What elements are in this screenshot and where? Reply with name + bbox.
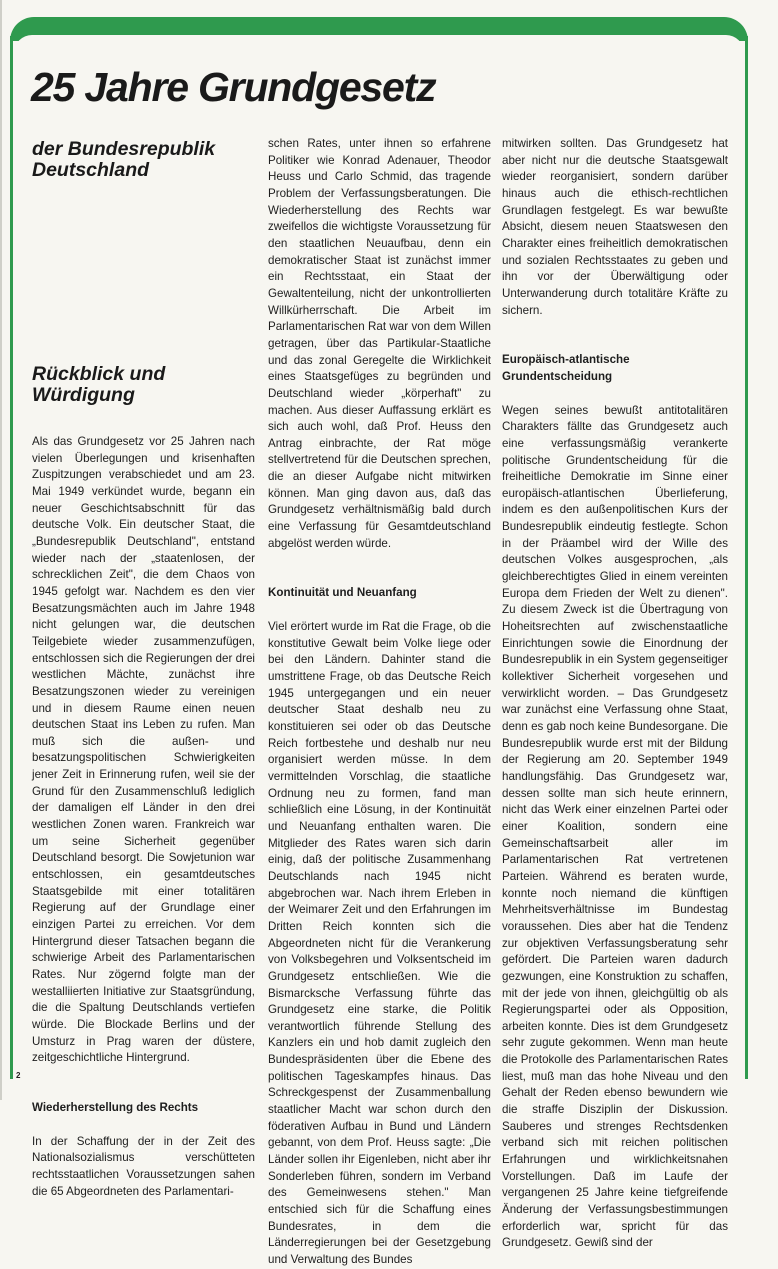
page-title: 25 Jahre Grundgesetz — [31, 64, 436, 110]
green-frame-left-rule — [10, 36, 13, 1079]
column3-paragraph-1: mitwirken sollten. Das Grundgesetz hat aber nicht nur die deutsche Staatsgewalt wieder reorganisiert, sondern darüber hinaus auch die ethisch-rechtlichen Grundlagen festgelegt. Es war bewußte Absicht, diesem neuen Staatswesen den Charakter eines freiheitlich demokratischen und sozialen Rechtsstaates zu geben und ihn vor der Überwältigung oder Unterwanderung durch totalitäre Kräfte zu sichern. — [502, 137, 728, 317]
column2-paragraph-1: schen Rates, unter ihnen so erfahrene Politiker wie Konrad Adenauer, Theodor Heuss und Carlo Schmid, das tragende Problem der Verfassungsberatungen. Die Wiederherstellung des Rechts war zweifellos die wichtigste Voraussetzung für den staatlichen Neuaufbau, denn ein demokratischer Staat ist zunächst immer ein Rechtsstaat, ein Staat der Gewaltenteilung, nicht der unkontrollierten Willkürherrschaft. Die Arbeit im Parlamentarischen Rat war von dem Willen getragen, über das Partikular-Staatliche und das zonal Geregelte die Wirklichkeit eines Staatsgefüges zu begründen und Deutschland wieder „körperhaft" zu machen. Aus dieser Auffassung erklärt es sich auch wohl, daß Prof. Heuss den Antrag einbrachte, der Rat möge stellvertretend für die Deutschen sprechen, die an dieser Aufgabe nicht mitwirken können. Man ging davon aus, daß das Grundgesetz verhältnismäßig bald durch eine Verfassung für Gesamtdeutschland abgelöst werden würde. — [268, 137, 491, 550]
column1-paragraph-1: Als das Grundgesetz vor 25 Jahren nach vielen Überlegungen und krisenhaften Zuspitzungen verabschiedet und am 23. Mai 1949 verkündet wurde, begann ein neuer Geschichtsabschnitt für das deutsche Volk. Ein deutscher Staat, die „Bundesrepublik Deutschland", entstand wieder nach der „staatenlosen, der schrecklichen Zeit", die dem Chaos von 1945 gefolgt war. Nachdem es den vier Besatzungsmächten auch im Jahre 1948 nicht gelungen war, die deutschen Teilgebiete wieder zusammenzufügen, entschlossen sich die Regierungen der drei westlichen Mächte, zunächst ihre Besatzungszonen wieder zu vereinigen und in diesem Raume einen neuen deutschen Staat ins Leben zu rufen. Man muß sich die außen- und besatzungspolitischen Schwierigkeiten jener Zeit in Erinnerung rufen, weil sie der Grund für den Zusammenschluß lediglich der damaligen elf Länder in den drei westlichen Zonen waren. Frankreich war um seine Sicherheit gegenüber Deutschland besorgt. Die Sowjetunion war entschlossen, ein gesamtdeutsches Staatsgebilde mit einer totalitären Regierung auf der Grundlage einer einzigen Partei zu erreichen. Vor dem Hintergrund dieser Tatsachen begann die schwierige Arbeit des Parlamentarischen Rates. Nur zögernd folgte man der westalliierten Initiative zur Staatsgründung, die die Spaltung Deutschlands vertiefen würde. Die Blockade Berlins und der Umsturz in Prag waren der düstere, zeitgeschichtliche Hintergrund. — [32, 435, 255, 1065]
heading-kontinuitaet: Kontinuität und Neuanfang — [268, 586, 417, 600]
article-column-1 — [32, 434, 255, 1200]
heading-wiederherstellung: Wiederherstellung des Rechts — [32, 1100, 199, 1114]
article-column-3 — [502, 136, 728, 1252]
page-number: 2 — [16, 1071, 21, 1080]
column3-paragraph-2: Wegen seines bewußt antitotalitären Charakters fällte das Grundgesetz auch eine verfassungsmäßig verankerte politische Grundentscheidung für die freiheitliche Demokratie im Sinne einer europäisch-atlantischen Überlieferung, indem es den außenpolitischen Kurs der Bundesrepublik eindeutig festlegte. Schon in der Präambel wird der Wille des deutschen Volkes ausgesprochen, „als gleichberechtigtes Glied in einem vereinten Europa dem Frieden der Welt zu dienen". Zu diesem Zweck ist die Übertragung von Hoheitsrechten auf zwischenstaatliche Einrichtungen sowie die Einordnung der Bundesrepublik in ein System gegenseitiger kollektiver Sicherheit vorgesehen und verwirklicht worden. – Das Grundgesetz war zunächst eine Verfassung ohne Staat, denn es gab noch keine Bundesorgane. Die Bundesrepublik wurde erst mit der Bildung der Regierung am 20. September 1949 handlungsfähig. Das Grundgesetz war, dessen sollte man sich heute erinnern, nicht das Werk einer einzelnen Partei oder einer Koalition, sondern eine Gemeinschaftsarbeit aller im Parlamentarischen Rat vertretenen Parteien. Während es beraten wurde, konnte noch niemand die künftigen Mehrheitsverhältnisse im Bundestag voraussehen. Dies aber hat die Tendenz zur objektiven Verfassungsberatung sehr gefördert. Die Parteien waren dadurch gezwungen, eine Konstruktion zu schaffen, mit der jede von ihnen, gleichgültig ob als Regierungspartei oder als Opposition, arbeiten konnte. Dies ist dem Grundgesetz sehr zugute gekommen. Wenn man heute die Protokolle des Parlamentarischen Rates liest, muß man das hohe Niveau und den Gehalt der Reden ebenso bewundern wie die straffe Disziplin der Diskussion. Sauberes und strenges Rechtsdenken verband sich mit reichen politischen Erfahrungen und wirklichkeitsnahen Vorstellungen. Daß im Laufe der vergangenen 25 Jahre keine tiefgreifende Änderung der Verfassungsbestimmungen erforderlich war, spricht für das Grundgesetz. Gewiß sind der — [502, 403, 728, 1250]
section-title — [32, 364, 212, 406]
article-column-2 — [268, 136, 491, 1269]
column1-paragraph-2: In der Schaffung der in der Zeit des Nationalsozialismus verschütteten rechtsstaatlichen Voraussetzungen sahen die 65 Abgeordneten des Parlamentari- — [32, 1134, 255, 1198]
page-subtitle — [32, 139, 252, 181]
heading-europaeisch-atlantisch: Europäisch-atlantische Grundentscheidung — [502, 353, 630, 383]
column2-paragraph-2: Viel erörtert wurde im Rat die Frage, ob die konstitutive Gewalt beim Volke liege oder bei den Ländern. Dahinter stand die umstrittene Frage, ob das Deutsche Reich 1945 untergegangen und ein neuer deutscher Staat deshalb neu zu konstituieren sei oder ob das Deutsche Reich fortbestehe und deshalb nur neu organisiert werden müsse. In dem vermittelnden Vorschlag, die staatliche Ordnung neu zu formen, fand man schließlich eine Lösung, in der Kontinuität und Neuanfang enthalten waren. Die Mitglieder des Rates waren sich darin einig, daß der politische Zusammenhang Deutschlands nach 1945 nicht abgebrochen war. Nach ihrem Erleben in der Weimarer Zeit und den Erfahrungen im Dritten Reich konnten sich die Abgeordneten nicht für die Verankerung von Volksbegehren und Volksentscheid im Grundgesetz entschließen. Wie die Bismarcksche Verfassung führte das Grundgesetz eine starke, die Politik verantwortlich führende Stellung des Kanzlers ein und hob damit zugleich den Bundespräsidenten über die Ebene des politischen Tageskampfes hinaus. Das Schreckgespenst der Zusammenballung staatlicher Macht war schon durch den föderativen Aufbau in Bund und Ländern gebannt, von dem Prof. Heuss sagte: „Die Länder sollen ihr Eigenleben, nicht aber ihr Sonderleben führen, sondern im Verband des Gemeinwesens stehen." Man entschied sich für die Schaffung eines Bundesrates, in dem die Länderregierungen bei der Gesetzgebung und Verwaltung des Bundes — [268, 620, 491, 1266]
frame-inner-cutout — [14, 35, 744, 65]
page-subtitle-text: der Bundesrepublik Deutschland — [32, 138, 216, 181]
section-title-text: Rückblick und Würdigung — [32, 363, 166, 406]
scan-edge — [0, 0, 2, 1100]
green-frame-right-rule — [745, 36, 748, 1079]
